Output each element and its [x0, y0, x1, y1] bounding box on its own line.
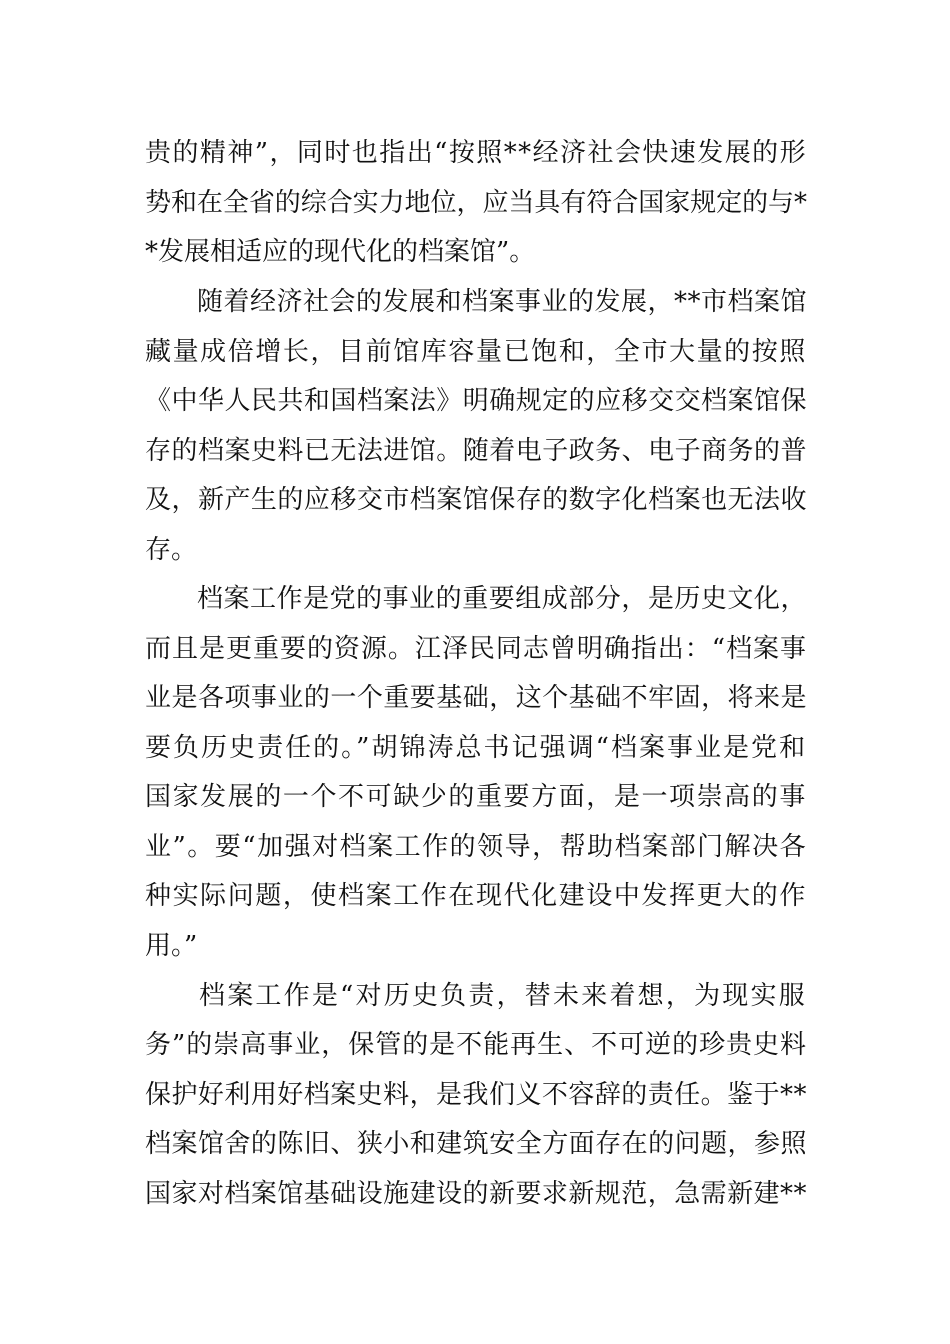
text-line: 国家对档案馆基础设施建设的新要求新规范，急需新建** — [145, 1179, 807, 1209]
text-line: 存的档案史料已无法进馆。随着电子政务、电子商务的普 — [145, 436, 808, 466]
text-line: 种实际问题，使档案工作在现代化建设中发挥更大的作 — [145, 881, 807, 911]
paragraph-first-line: 档案工作是“对历史负责，替未来着想，为现实服 — [199, 981, 807, 1011]
text-line: 业”。要“加强对档案工作的领导，帮助档案部门解决各 — [145, 832, 808, 862]
paragraph-first-line: 档案工作是党的事业的重要组成部分，是历史文化， — [197, 584, 807, 614]
text-line: 档案馆舍的陈旧、狭小和建筑安全方面存在的问题，参照 — [145, 1129, 808, 1159]
text-line: 务”的崇高事业，保管的是不能再生、不可逆的珍贵史料 — [145, 1030, 808, 1060]
text-line: 要负历史责任的。”胡锦涛总书记强调“档案事业是党和 — [145, 733, 808, 763]
paragraph-first-line: 随着经济社会的发展和档案事业的发展，**市档案馆 — [197, 287, 808, 317]
text-line: 业是各项事业的一个重要基础，这个基础不牢固，将来是 — [145, 683, 808, 713]
text-line: 用。” — [145, 931, 198, 961]
text-line: 《中华人民共和国档案法》明确规定的应移交交档案馆保 — [145, 386, 808, 416]
text-line: 势和在全省的综合实力地位，应当具有符合国家规定的与* — [145, 188, 807, 218]
text-line: *发展相适应的现代化的档案馆”。 — [145, 237, 536, 267]
text-line: 及，新产生的应移交市档案馆保存的数字化档案也无法收 — [145, 485, 808, 515]
text-line: 国家发展的一个不可缺少的重要方面，是一项崇高的事 — [145, 782, 807, 812]
text-line: 存。 — [145, 535, 198, 565]
text-line: 而且是更重要的资源。江泽民同志曾明确指出：“档案事 — [145, 634, 808, 664]
text-line: 贵的精神”，同时也指出“按照**经济社会快速发展的形 — [145, 138, 808, 168]
text-line: 藏量成倍增长，目前馆库容量已饱和，全市大量的按照 — [145, 337, 807, 367]
text-line: 保护好利用好档案史料，是我们义不容辞的责任。鉴于** — [145, 1080, 807, 1110]
